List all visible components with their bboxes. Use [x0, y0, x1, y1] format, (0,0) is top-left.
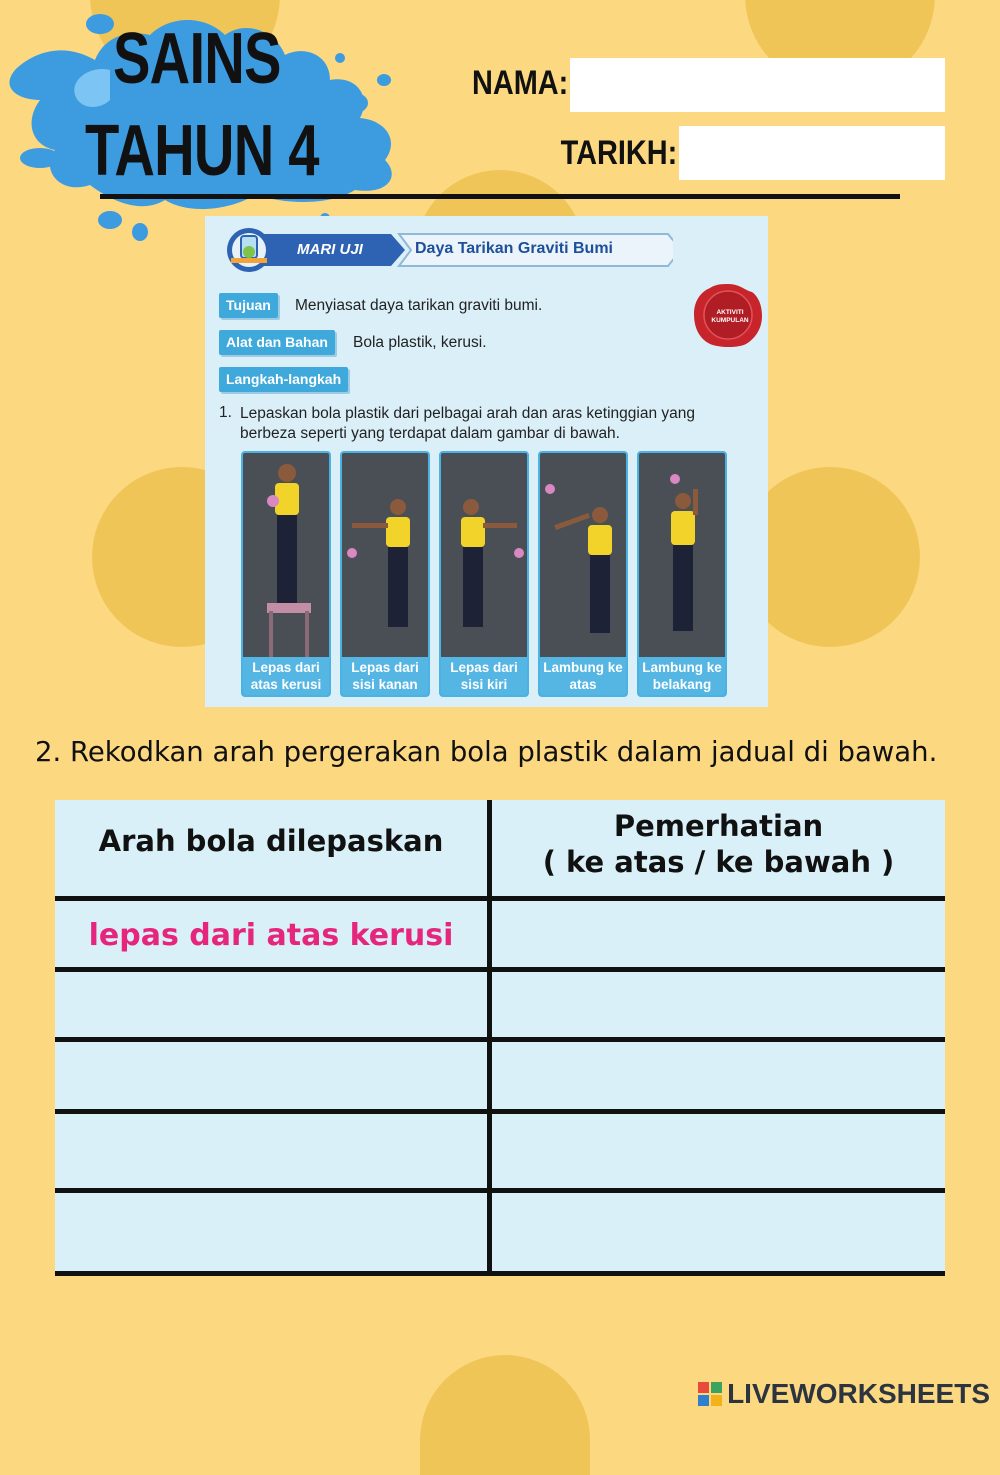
photo-caption: Lepas dari sisi kanan — [342, 657, 428, 695]
observation-input-row5[interactable] — [495, 1194, 943, 1270]
photo-caption: Lambung ke belakang — [639, 657, 725, 695]
direction-input-row4[interactable] — [57, 1115, 485, 1187]
bg-dot — [420, 1355, 590, 1475]
seal-text: AKTIVITI KUMPULAN — [711, 309, 749, 324]
grade-title: TAHUN 4 — [85, 111, 319, 191]
activity-badge: MARI UJI — [297, 241, 363, 258]
activity-title: Daya Tarikan Graviti Bumi — [415, 240, 613, 257]
subject-title: SAINS — [113, 19, 281, 99]
photo-caption: Lambung ke atas — [540, 657, 626, 695]
materials-label: Alat dan Bahan — [219, 330, 335, 355]
table-row-divider — [55, 1188, 945, 1193]
photo-release-right-side — [340, 451, 430, 697]
observation-input-row4[interactable] — [495, 1115, 943, 1187]
table-row-divider — [55, 967, 945, 972]
table-row-divider — [55, 1109, 945, 1114]
question-instruction: 2. Rekodkan arah pergerakan bola plastik dalam jadual di bawah. — [35, 736, 938, 768]
photo-caption: Lepas dari sisi kiri — [441, 657, 527, 695]
photo-throw-back — [637, 451, 727, 697]
observation-input-row1[interactable] — [495, 902, 943, 966]
liveworksheets-brand[interactable]: LIVEWORKSHEETS — [727, 1378, 990, 1409]
photo-throw-up — [538, 451, 628, 697]
given-direction-row1: lepas dari atas kerusi — [88, 918, 454, 953]
table-header-direction: Arah bola dilepaskan — [98, 824, 444, 858]
date-input[interactable] — [679, 126, 945, 180]
header-divider — [100, 194, 900, 199]
objective-label: Tujuan — [219, 293, 278, 318]
materials-text: Bola plastik, kerusi. — [353, 334, 487, 351]
liveworksheets-logo-icon — [698, 1382, 722, 1406]
objective-text: Menyiasat daya tarikan graviti bumi. — [295, 297, 543, 314]
photo-release-left-side — [439, 451, 529, 697]
textbook-activity-panel — [205, 216, 768, 707]
direction-input-row3[interactable] — [57, 1043, 485, 1108]
name-input[interactable] — [570, 58, 945, 112]
table-column-divider — [487, 800, 492, 1273]
photo-caption: Lepas dari atas kerusi — [243, 657, 329, 695]
observation-input-row2[interactable] — [495, 973, 943, 1036]
table-header-observation: Pemerhatian ( ke atas / ke bawah ) — [542, 809, 895, 879]
date-label: TARIKH: — [560, 134, 677, 172]
observation-table — [55, 800, 945, 1276]
table-row-divider — [55, 1271, 945, 1276]
name-label: NAMA: — [471, 64, 568, 102]
observation-input-row3[interactable] — [495, 1043, 943, 1108]
step-text: Lepaskan bola plastik dari pelbagai arah dan aras ketinggian yang berbeza seperti yang terdapat dalam gambar di bawah. — [240, 405, 695, 442]
table-row-divider — [55, 896, 945, 901]
table-row-divider — [55, 1037, 945, 1042]
steps-label: Langkah-langkah — [219, 367, 348, 392]
photo-release-from-chair — [241, 451, 331, 697]
step-number: 1. — [219, 404, 232, 421]
direction-input-row5[interactable] — [57, 1194, 485, 1270]
direction-input-row2[interactable] — [57, 973, 485, 1036]
